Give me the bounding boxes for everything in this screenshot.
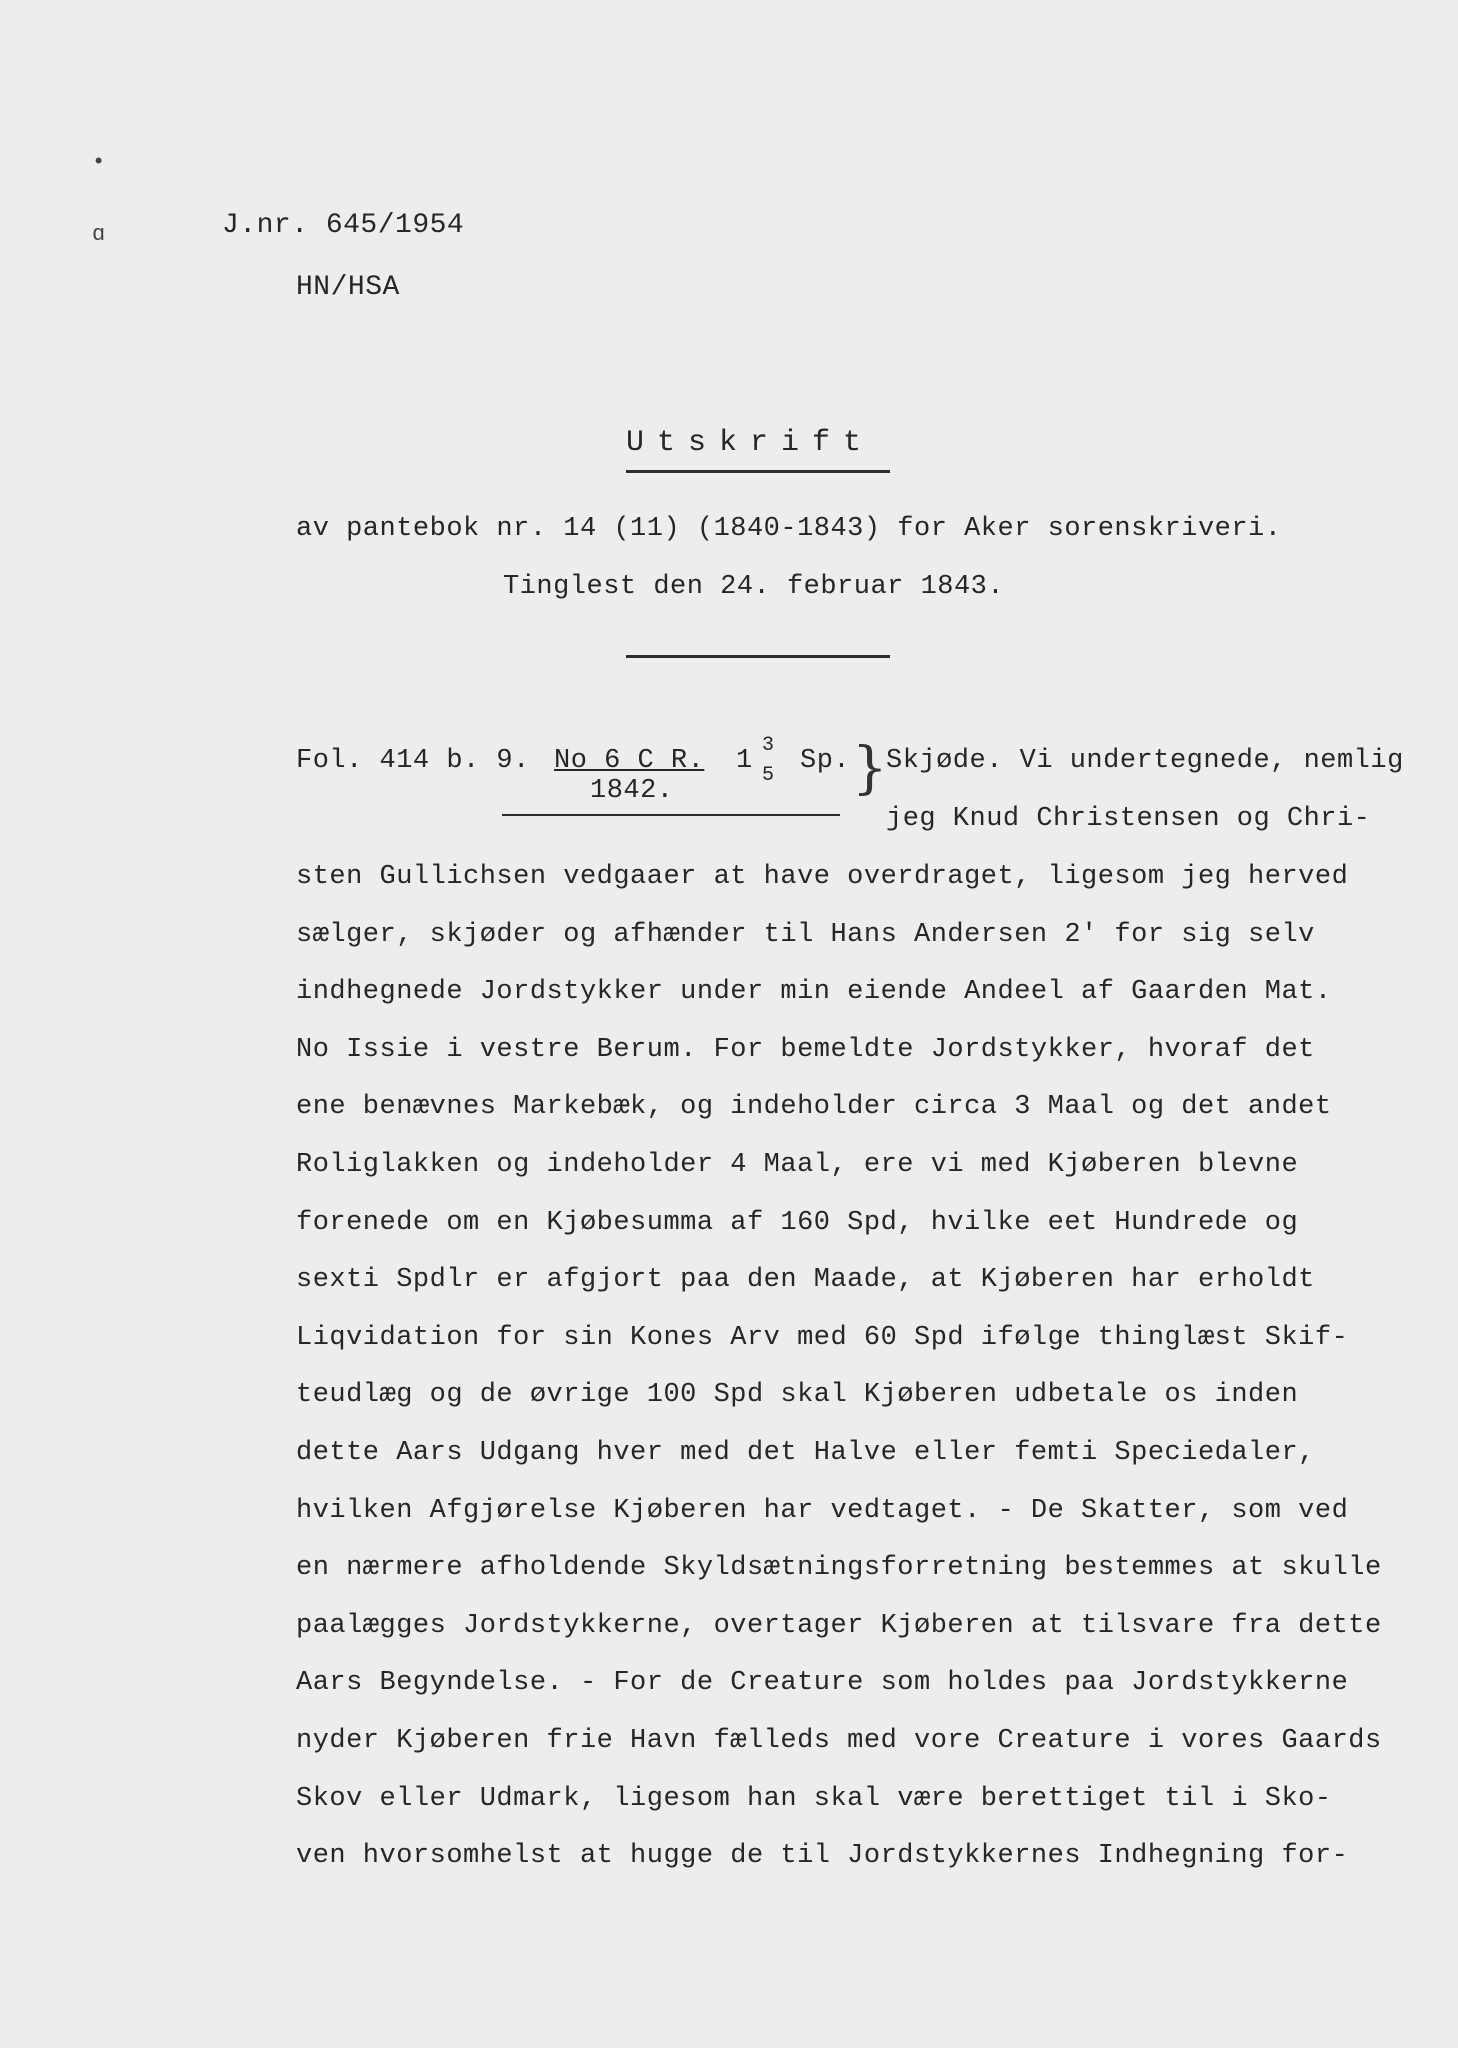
body-line: forenede om en Kjøbesumma af 160 Spd, hvilke eet Hundrede og xyxy=(296,1207,1299,1238)
folio-reference: Fol. 414 b. 9. xyxy=(296,746,530,776)
entry-heading-line-2: jeg Knud Christensen og Chri- xyxy=(886,804,1371,834)
margin-mark: ɑ xyxy=(92,222,106,247)
entry-number-year: 1842. xyxy=(590,776,674,806)
entry-number-top: No 6 C R. xyxy=(554,746,705,776)
journal-number: J.nr. 645/1954 xyxy=(222,210,465,241)
margin-dot: • xyxy=(92,150,106,175)
section-divider xyxy=(626,655,890,658)
body-line: sten Gullichsen vedgaaer at have overdraget, ligesom jeg herved xyxy=(296,862,1349,892)
body-line: No Issie i vestre Berum. For bemeldte Jordstykker, hvoraf det xyxy=(296,1034,1315,1065)
body-line: Liqvidation for sin Kones Arv med 60 Spd ifølge thinglæst Skif- xyxy=(296,1322,1349,1353)
body-line: Roliglakken og indeholder 4 Maal, ere vi med Kjøberen blevne xyxy=(296,1150,1299,1180)
entry-heading-line-1: Skjøde. Vi undertegnede, nemlig xyxy=(886,746,1404,776)
body-line: ene benævnes Markebæk, og indeholder circa 3 Maal og det andet xyxy=(296,1092,1332,1123)
body-line: Aars Begyndelse. - For de Creature som holdes paa Jordstykkerne xyxy=(296,1668,1349,1699)
body-line: indhegnede Jordstykker under min eiende Andeel af Gaarden Mat. xyxy=(296,977,1332,1008)
body-line: hvilken Afgjørelse Kjøberen har vedtaget. - De Skatter, som ved xyxy=(296,1495,1349,1526)
fraction-unit: Sp. xyxy=(800,746,851,776)
fraction-numerator: 3 xyxy=(762,734,775,757)
entry-underline xyxy=(502,814,840,816)
body-line: ven hvorsomhelst at hugge de til Jordstykkernes Indhegning for- xyxy=(296,1841,1349,1872)
fraction-whole: 1 xyxy=(736,746,753,776)
body-line: dette Aars Udgang hver med det Halve eller femti Speciedaler, xyxy=(296,1438,1315,1468)
document-title: Utskrift xyxy=(626,426,875,460)
fraction-denominator: 5 xyxy=(762,764,775,787)
subtitle-line-2: Tinglest den 24. februar 1843. xyxy=(503,572,1005,602)
body-line: sexti Spdlr er afgjort paa den Maade, at Kjøberen har erholdt xyxy=(296,1265,1315,1296)
subtitle-line-1: av pantebok nr. 14 (11) (1840-1843) for Aker sorenskriveri. xyxy=(296,514,1282,544)
body-line: en nærmere afholdende Skyldsætningsforretning bestemmes at skulle xyxy=(296,1553,1382,1584)
body-line: paalægges Jordstykkerne, overtager Kjøberen at tilsvare fra dette xyxy=(296,1610,1382,1641)
body-line: teudlæg og de øvrige 100 Spd skal Kjøberen udbetale os inden xyxy=(296,1380,1299,1411)
title-underline xyxy=(626,470,890,473)
body-line: Skov eller Udmark, ligesom han skal være berettiget til i Sko- xyxy=(296,1783,1332,1814)
brace: } xyxy=(852,736,888,801)
body-line: sælger, skjøder og afhænder til Hans Andersen 2' for sig selv xyxy=(296,919,1315,950)
body-line: nyder Kjøberen frie Havn fælleds med vore Creature i vores Gaards xyxy=(296,1726,1382,1756)
initials: HN/HSA xyxy=(296,272,400,303)
